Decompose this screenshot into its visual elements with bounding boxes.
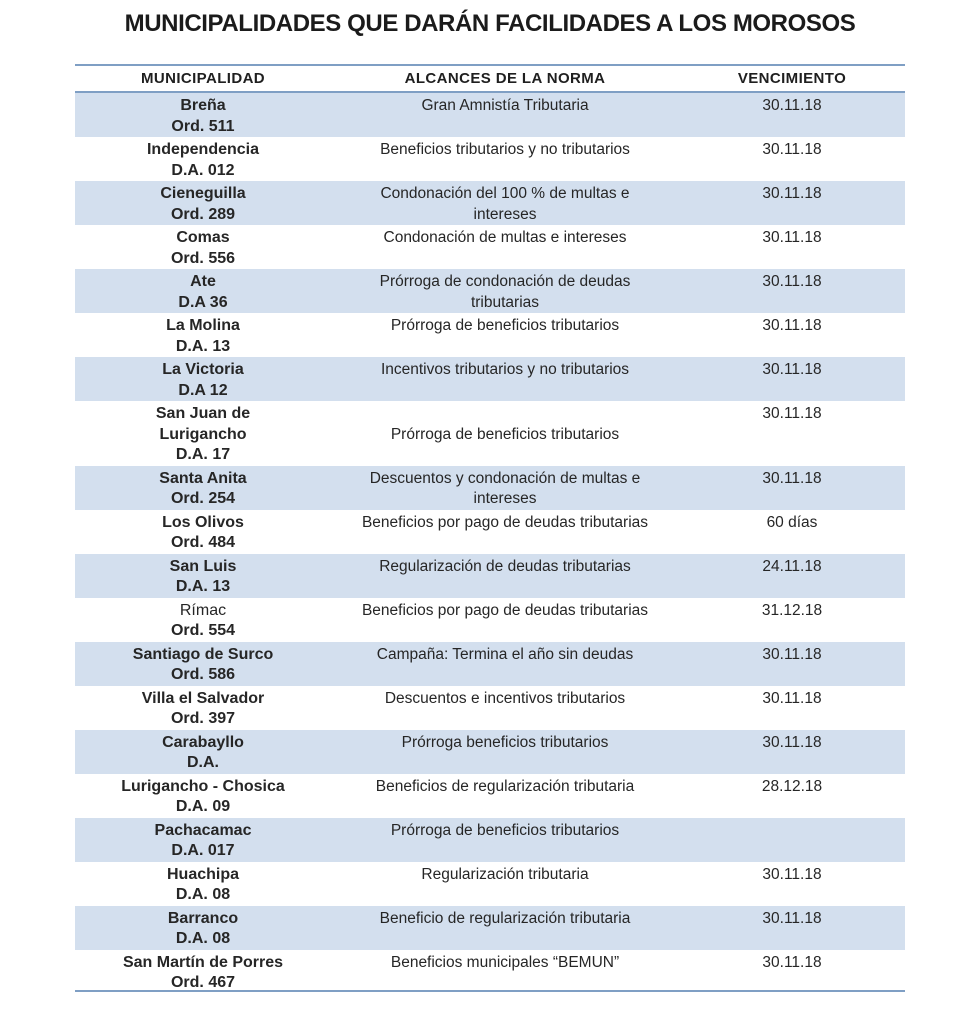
municipality-name: Barranco — [167, 909, 239, 927]
table-row — [75, 906, 905, 950]
norma-text: Prórroga de beneficios tributarios — [390, 425, 620, 443]
municipality-name: Lurigancho - Chosica — [121, 777, 285, 795]
vencimiento-cell: 28.12.18 — [761, 777, 823, 795]
municipality-cell — [75, 556, 331, 598]
page-title: MUNICIPALIDADES QUE DARÁN FACILIDADES A LOS MOROSOS — [124, 10, 856, 37]
norma-text: Prórroga de condonación de deudas tributarias — [379, 273, 631, 311]
norma-text: Prórroga de beneficios tributarios — [390, 821, 620, 839]
norma-text: Regularización de deudas tributarias — [379, 557, 631, 575]
table-body — [75, 93, 905, 992]
vencimiento-cell: 30.11.18 — [762, 317, 822, 334]
table-row — [75, 774, 905, 818]
norma-text: Beneficios tributarios y no tributarios — [380, 141, 630, 158]
municipality-norm-code: D.A. 09 — [175, 798, 231, 815]
norma-text: Condonación del 100 % de multas e intereses — [380, 185, 630, 223]
municipality-norm-code: Ord. 554 — [170, 622, 236, 639]
municipality-name: Lurigancho — [159, 425, 247, 443]
norma-cell — [331, 732, 679, 774]
table-row — [75, 598, 905, 642]
table-row — [75, 93, 905, 137]
vencimiento-cell: 60 días — [766, 513, 818, 531]
municipality-cell — [75, 688, 331, 730]
municipality-norm-code: Ord. 586 — [170, 666, 236, 683]
vencimiento-cell: 30.11.18 — [762, 141, 822, 158]
municipality-norm-code: Ord. 289 — [170, 205, 236, 223]
norma-cell — [331, 556, 679, 598]
municipality-name: Santa Anita — [159, 469, 247, 487]
table-row — [75, 137, 905, 181]
municipality-name: Independencia — [146, 141, 260, 158]
municipality-cell — [75, 952, 331, 990]
municipality-cell — [75, 512, 331, 554]
municipality-norm-code: Ord. 397 — [170, 710, 236, 727]
municipality-name: La Molina — [166, 317, 240, 334]
column-header-norma: ALCANCES DE LA NORMA — [404, 70, 606, 87]
norma-text: Regularización tributaria — [421, 865, 589, 883]
municipality-cell — [75, 139, 331, 181]
norma-text: Beneficio de regularización tributaria — [379, 909, 631, 927]
vencimiento-cell: 30.11.18 — [762, 229, 822, 246]
municipality-norm-code: D.A. 08 — [175, 930, 231, 947]
municipality-cell — [75, 864, 331, 906]
norma-text: Incentivos tributarios y no tributarios — [380, 361, 630, 378]
norma-cell — [331, 271, 679, 313]
municipality-cell — [75, 468, 331, 510]
norma-text: Beneficios por pago de deudas tributarias — [361, 601, 649, 619]
norma-text: Prórroga beneficios tributarios — [401, 733, 609, 751]
norma-cell — [331, 95, 679, 137]
norma-text: Condonación de multas e intereses — [383, 229, 627, 246]
norma-text: Beneficios municipales “BEMUN” — [390, 953, 620, 971]
vencimiento-cell: 30.11.18 — [762, 689, 822, 707]
municipalities-table — [75, 64, 905, 992]
norma-cell — [331, 468, 679, 510]
norma-cell — [331, 864, 679, 906]
municipality-name: San Martín de Porres — [122, 953, 284, 971]
norma-text: Campaña: Termina el año sin deudas — [376, 645, 634, 663]
municipality-norm-code: Ord. 484 — [170, 534, 236, 551]
vencimiento-cell: 30.11.18 — [762, 469, 822, 487]
vencimiento-cell: 30.11.18 — [762, 733, 822, 751]
table-row — [75, 357, 905, 401]
municipality-cell — [75, 359, 331, 401]
vencimiento-cell: 30.11.18 — [762, 645, 822, 663]
table-row — [75, 950, 905, 990]
vencimiento-cell: 30.11.18 — [762, 185, 822, 202]
norma-cell — [331, 512, 679, 554]
municipality-name: Huachipa — [166, 865, 239, 883]
vencimiento-cell: 30.11.18 — [762, 97, 822, 114]
municipality-norm-code: Ord. 467 — [170, 974, 236, 990]
vencimiento-cell: 30.11.18 — [762, 865, 822, 883]
municipality-norm-code: D.A. 13 — [175, 337, 231, 355]
table-row — [75, 313, 905, 357]
norma-cell — [331, 315, 679, 357]
municipality-norm-code: Ord. 556 — [170, 249, 236, 267]
table-row — [75, 269, 905, 313]
norma-cell — [331, 820, 679, 862]
municipality-name: Santiago de Surco — [132, 645, 274, 663]
norma-cell — [331, 403, 679, 466]
table-row — [75, 686, 905, 730]
table-row — [75, 510, 905, 554]
municipality-name: San Juan de — [155, 405, 251, 422]
norma-text: Gran Amnistía Tributaria — [421, 97, 589, 114]
municipality-norm-code: Ord. 254 — [170, 490, 236, 507]
table-row — [75, 401, 905, 466]
municipality-cell — [75, 403, 331, 466]
vencimiento-cell: 30.11.18 — [762, 273, 822, 290]
vencimiento-cell: 24.11.18 — [762, 557, 822, 575]
infographic-page — [75, 10, 905, 992]
norma-cell — [331, 688, 679, 730]
municipality-cell — [75, 183, 331, 225]
norma-text: Prórroga de beneficios tributarios — [390, 317, 620, 334]
table-row — [75, 642, 905, 686]
municipality-norm-code: D.A. 13 — [175, 578, 231, 595]
norma-text: Descuentos e incentivos tributarios — [384, 689, 626, 707]
municipality-norm-code: Ord. 511 — [171, 117, 235, 135]
municipality-cell — [75, 732, 331, 774]
column-header-vencimiento: VENCIMIENTO — [737, 70, 847, 87]
municipality-norm-code: D.A 36 — [178, 293, 228, 311]
table-header-row — [75, 64, 905, 93]
municipality-cell — [75, 271, 331, 313]
table-row — [75, 730, 905, 774]
municipality-norm-code: D.A. 17 — [175, 446, 231, 463]
norma-cell — [331, 359, 679, 401]
municipality-name: Ate — [190, 273, 216, 290]
municipality-cell — [75, 776, 331, 818]
vencimiento-cell: 31.12.18 — [761, 601, 823, 619]
municipality-norm-code: D.A 12 — [178, 381, 228, 399]
municipality-name: Carabayllo — [162, 733, 244, 751]
norma-text: Descuentos y condonación de multas e intereses — [369, 469, 641, 507]
municipality-cell — [75, 95, 331, 137]
norma-cell — [331, 227, 679, 269]
municipality-cell — [75, 908, 331, 950]
municipality-cell — [75, 227, 331, 269]
norma-text: Beneficios de regularización tributaria — [375, 777, 635, 795]
municipality-cell — [75, 820, 331, 862]
table-row — [75, 466, 905, 510]
vencimiento-cell — [679, 820, 905, 862]
municipality-name: Cieneguilla — [160, 185, 246, 202]
municipality-norm-code: D.A. 08 — [175, 886, 231, 903]
vencimiento-cell: 30.11.18 — [762, 405, 822, 422]
table-row — [75, 181, 905, 225]
municipality-name: Comas — [176, 229, 230, 246]
table-row — [75, 554, 905, 598]
municipality-norm-code: D.A. — [187, 754, 219, 771]
municipality-name: La Victoria — [162, 361, 244, 378]
municipality-name: Breña — [180, 97, 226, 114]
municipality-norm-code: D.A. 017 — [171, 842, 235, 859]
norma-cell — [331, 644, 679, 686]
table-row — [75, 225, 905, 269]
table-row — [75, 862, 905, 906]
municipality-name: Los Olivos — [162, 513, 244, 531]
municipality-norm-code: D.A. 012 — [171, 161, 235, 179]
table-row — [75, 818, 905, 862]
municipality-cell — [75, 315, 331, 357]
norma-cell — [331, 952, 679, 990]
vencimiento-cell: 30.11.18 — [762, 361, 822, 378]
norma-cell — [331, 600, 679, 642]
norma-cell — [331, 183, 679, 225]
municipality-name: Pachacamac — [154, 821, 252, 839]
municipality-name: San Luis — [169, 557, 237, 575]
norma-cell — [331, 139, 679, 181]
municipality-cell — [75, 644, 331, 686]
norma-cell — [331, 908, 679, 950]
municipality-name: Rímac — [179, 601, 227, 619]
vencimiento-cell: 30.11.18 — [762, 953, 822, 971]
norma-cell — [331, 776, 679, 818]
vencimiento-cell: 30.11.18 — [762, 909, 822, 927]
norma-text: Beneficios por pago de deudas tributarias — [361, 513, 649, 531]
column-header-municipality: MUNICIPALIDAD — [140, 70, 266, 87]
municipality-cell — [75, 600, 331, 642]
municipality-name: Villa el Salvador — [141, 689, 265, 707]
